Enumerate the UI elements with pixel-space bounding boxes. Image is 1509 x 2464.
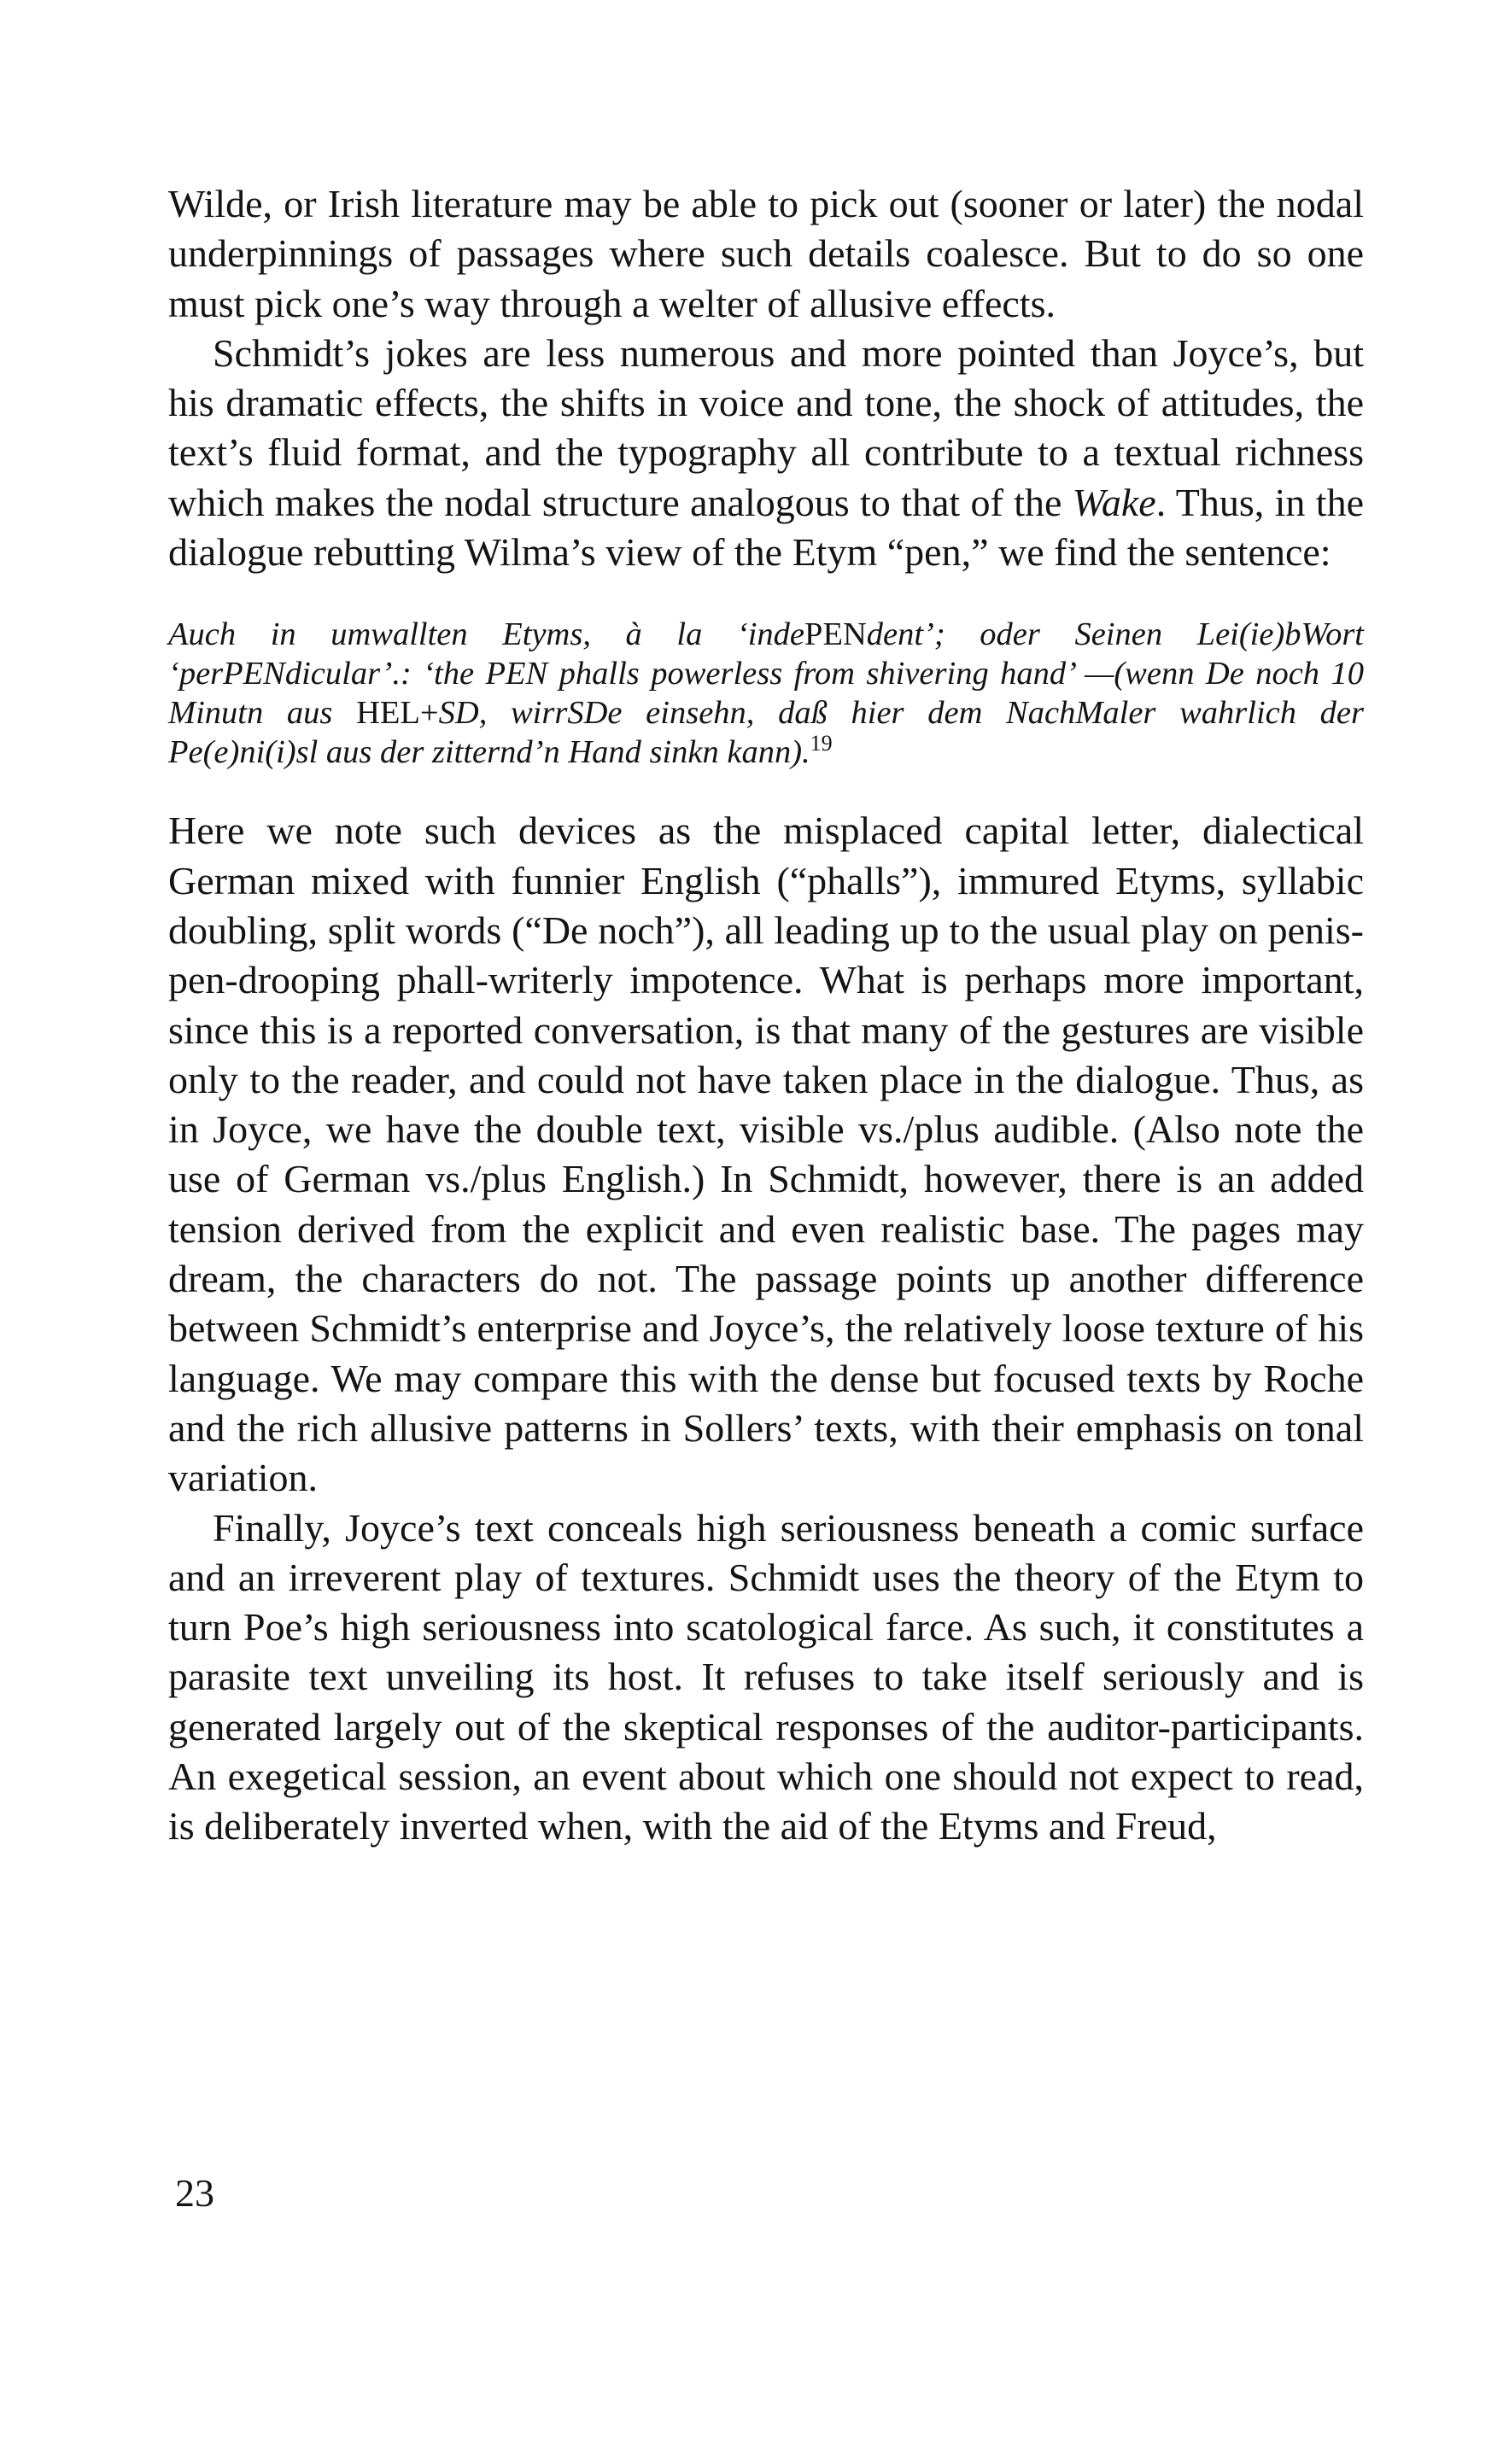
paragraph-2-text-start: Schmidt’s jokes are less numerous and more pointed than Joyce’s, but his dramatic effects, the shifts in voice and tone, the shock of attitudes, the text’s fluid format, and the typography all contribute to a textual richness which makes the nodal structure analogous to that of the [168,330,1364,524]
page-body [168,179,1364,1852]
quote-segment-upright-pen: PEN [804,616,867,653]
quote-segment-2: dent’; oder Seinen Lei(ie)bWort ‘perPENdicular’.: ‘the PEN phalls powerless from shivering hand’ —(wenn De noch 10 Minutn aus [168,616,1364,732]
quote-segment-3: SD, wirrSDe einsehn, daß hier dem NachMaler wahrlich der Pe(e)ni(i)sl aus der zitternd’n Hand sinkn kann). [168,695,1364,771]
quote-segment-upright-hel: HEL+ [356,695,439,732]
paragraph-3: Here we note such devices as the misplaced capital letter, dialectical German mixed with funnier English (“phalls”), immured Etyms, syllabic doubling, split words (“De noch”), all leading up to the usual play on penis-pen-drooping phall-writerly impotence. What is perhaps more important, since this is a reported conversation, is that many of the gestures are visible only to the reader, and could not have taken place in the dialogue. Thus, as in Joyce, we have the double text, visible vs./plus audible. (Also note the use of German vs./plus English.) In Schmidt, however, there is an added tension derived from the explicit and even realistic base. The pages may dream, the characters do not. The passage points up another difference between Schmidt’s enterprise and Joyce’s, the relatively loose texture of his language. We may compare this with the dense but focused texts by Roche and the rich allusive patterns in Sollers’ texts, with their emphasis on tonal variation. [168,809,1364,1500]
book-title-wake: Wake [1072,480,1156,524]
block-quote [168,615,1364,772]
page-number: 23 [175,2171,214,2215]
paragraph-4: Finally, Joyce’s text conceals high seriousness beneath a comic surface and an irreverent play of textures. Schmidt uses the theory of the Etym to turn Poe’s high seriousness into scatological farce. As such, it constitutes a parasite text unveiling its host. It refuses to take itself seriously and is generated largely out of the skeptical responses of the auditor-participants. An exegetical session, an event about which one should not expect to read, is deliberately inverted when, with the aid of the Etyms and Freud, [168,1505,1364,1848]
paragraph-2-text-end: . Thus, in the dialogue rebutting Wilma’s view of the Etym “pen,” we find the sentence: [168,480,1364,575]
paragraph-1: Wilde, or Irish literature may be able to pick out (sooner or later) the nodal underpinnings of passages where such details coalesce. But to do so one must pick one’s way through a welter of allusive effects. [168,182,1364,325]
quote-segment-1: Auch in umwallten Etyms, à la ‘inde [168,616,805,653]
footnote-reference: 19 [810,731,833,756]
paragraph-2 [168,329,1364,577]
